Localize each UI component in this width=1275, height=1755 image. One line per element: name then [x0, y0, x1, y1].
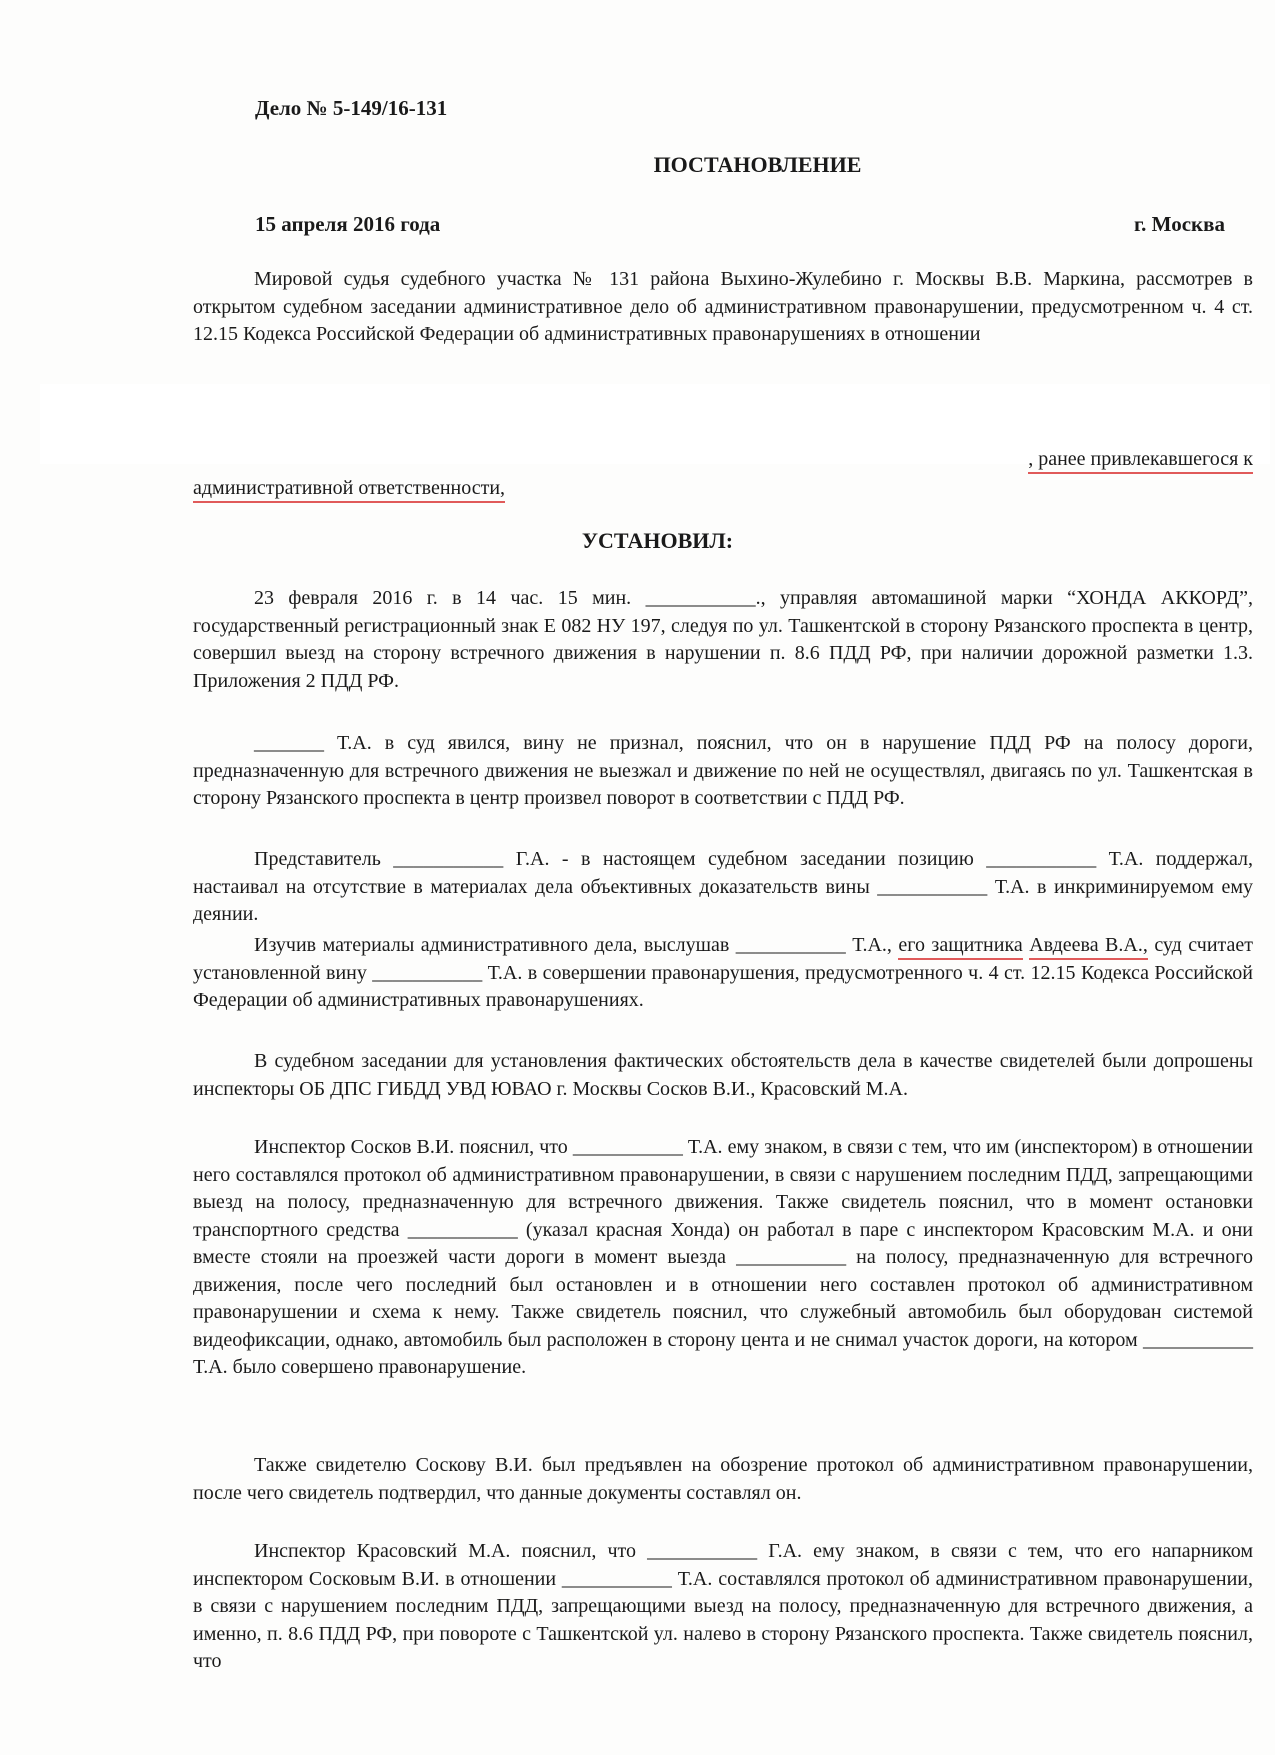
paragraph-representative: Представитель ___________ Г.А. - в настоящем судебном заседании позицию ___________ Т.А. поддержал, настаивал на отсутствие в материалах дела объективных доказательств вины ___________ Т.А. в инкриминируемом ему деянии. [193, 848, 1253, 925]
paragraph-protocol-review: Также свидетелю Соскову В.И. был предъявлен на обозрение протокол об административном правонарушении, после чего свидетель подтвердил, что данные документы составлял он. [193, 1454, 1253, 1504]
section-title: УСТАНОВИЛ: [581, 528, 734, 553]
intro-tail-left [193, 477, 505, 500]
highlight-defender-name: Авдеева В.А., [1029, 934, 1148, 960]
document-date: 15 апреля 2016 года [255, 212, 441, 236]
document-city: г. Москва [1134, 212, 1225, 236]
intro-paragraph: Мировой судья судебного участка № 131 района Выхино-Жулебино г. Москвы В.В. Маркина, рассмотрев в открытом судебном заседании административное дело об административном правонарушении, предусмотренном ч. 4 ст. 12.15 Кодекса Российской Федерации об административных правонарушениях в отношении [193, 268, 1253, 345]
finding-text-start: Изучив материалы административного дела, выслушав ___________ Т.А., [254, 934, 892, 956]
case-number: Дело № 5-149/16-131 [255, 96, 448, 120]
highlight-defender: его защитника [898, 934, 1022, 960]
paragraph-soskov-testimony: Инспектор Сосков В.И. пояснил, что ___________ Т.А. ему знаком, в связи с тем, что им (инспектором) в отношении него составлялся протокол об административном правонарушении, в связи с нарушением последним ПДД, запрещающими выезд на полосу, предназначенную для встречного движения. Также свидетель пояснил, что в момент остановки транспортного средства ___________ (указал красная Хонда) он работал в паре с инспектором Красовским М.А. и они вместе стояли на проезжей части дороги в момент выезда ___________ на полосу, предназначенную для встречного движения, после чего последний был остановлен и в отношении него составлен протокол об административном правонарушении и схема к нему. Также свидетель пояснил, что служебный автомобиль был оборудован системой видеофиксации, однако, автомобиль был расположен в сторону цента и не снимал участок дороги, на котором ___________ Т.А. было совершено правонарушение. [193, 1136, 1253, 1378]
finding-text-end: суд считает установленной вину ___________ Т.А. в совершении правонарушения, предусмотренного ч. 4 ст. 12.15 Кодекса Российской Федерации об административных правонарушениях. [193, 934, 1254, 1011]
document-title: ПОСТАНОВЛЕНИЕ [653, 152, 862, 177]
paragraph-incident: 23 февраля 2016 г. в 14 час. 15 мин. ___________., управляя автомашиной марки “ХОНДА АККОРД”, государственный регистрационный знак Е 082 НУ 197, следуя по ул. Ташкентской в сторону Рязанского проспекта в центр, совершил выезд на сторону встречного движения в нарушении п. 8.6 ПДД РФ, при наличии дорожной разметки 1.3. Приложения 2 ПДД РФ. [193, 587, 1253, 692]
intro-tail-right [1028, 448, 1253, 471]
paragraph-court-finding [193, 932, 1253, 1015]
paragraph-defendant-position: _______ Т.А. в суд явился, вину не признал, пояснил, что он в нарушение ПДД РФ на полосу дороги, предназначенную для встречного движения не выезжал и движение по ней не осуществлял, двигаясь по ул. Ташкентская в сторону Рязанского проспекта в центр произвел поворот в соответствии с ПДД РФ. [193, 732, 1253, 809]
highlight-administrative-liability: административной ответственности, [193, 477, 505, 503]
paragraph-witnesses: В судебном заседании для установления фактических обстоятельств дела в качестве свидетелей были допрошены инспекторы ОБ ДПС ГИБДД УВД ЮВАО г. Москвы Сосков В.И., Красовский М.А. [193, 1050, 1253, 1100]
highlight-prior-liability: , ранее привлекавшегося к [1028, 448, 1253, 474]
paragraph-krasovsky-testimony: Инспектор Красовский М.А. пояснил, что ___________ Г.А. ему знаком, в связи с тем, что его напарником инспектором Сосковым В.И. в отношении ___________ Т.А. составлялся протокол об административном правонарушении, в связи с нарушением последним ПДД, запрещающими выезд на полосу, предназначенную для встречного движения, а именно, п. 8.6 ПДД РФ, при повороте с Ташкентской ул. налево в сторону Рязанского проспекта. Также свидетель пояснил, что [193, 1540, 1253, 1672]
